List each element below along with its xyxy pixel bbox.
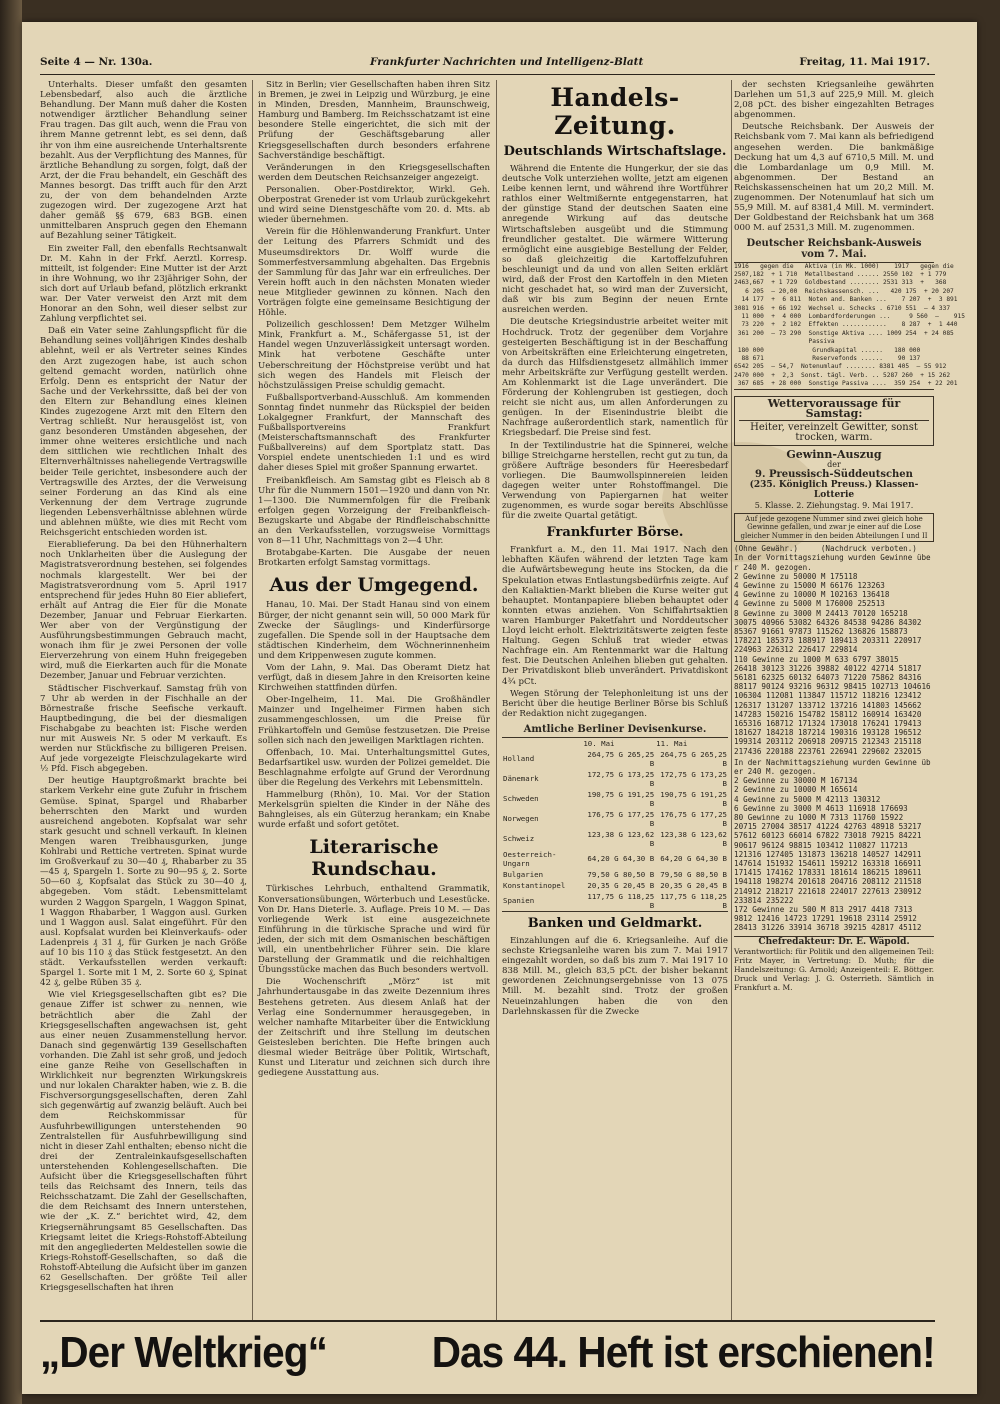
article-paragraph: Veränderungen in den Kriegsgesellschaften werden dem Deutschen Reichsanzeiger angezeigt. bbox=[258, 162, 490, 183]
currency-cell: Schweden bbox=[503, 794, 539, 804]
article-paragraph: In der Textilindustrie hat die Spinnerei, welche billige Streichgarne herstellen, recht gut zu tun, da größere Aufträge besonders für Heeresbedarf vorliegen. Die Baumwollspinnereien leiden dagegen weiter unter Rohstoffmangel. Die Verwendung von Papiergarnen hat weiter zugenommen, es wurde sogar bereits Abschlüsse für die zweite Quartal getätigt. bbox=[502, 440, 728, 522]
exchange-rate-table bbox=[502, 737, 728, 912]
article-paragraph: Brotabgabe-Karten. Die Ausgabe der neuen Brotkarten erfolgt Samstag vormittags. bbox=[258, 548, 490, 569]
article-paragraph: Ein zweiter Fall, den ebenfalls Rechtsanwalt Dr. M. Kahn in der Frkf. Aerztl. Korresp. mitteilt, ist folgender: Eine Mutter ist der Arzt in ihre Wohnung, wo ihr 23jähriger Sohn, der sich dort auf Urlaub befand, plötzlich erkrankt war. Der Vater verweist den Arzt mit dem Honorar an den Sohn, weil dieser selbst zur Zahlung verpflichtet sei. bbox=[40, 243, 247, 325]
table-row: 1916 gegen die Aktiva (in Mk. 1000) 1917 gegen die bbox=[734, 262, 954, 270]
rate-cell: 176,75 G 177,25 B bbox=[587, 809, 655, 828]
rate-cell: 176,75 G 177,25 B bbox=[660, 809, 727, 828]
table-row: 180 000 Grundkapital ...... 180 000 bbox=[734, 346, 921, 354]
table-row: 2507,182 + 1 710 Metallbestand ...... 2550 102 + 1 779 bbox=[734, 271, 947, 278]
rate-cell: 123,38 G 123,62 B bbox=[660, 829, 727, 848]
article-paragraph: Hammelburg (Rhön), 10. Mai. Vor der Station Merkelsgrün spielten die Kinder in der Nähe des Bahngleises, als ein Güterzug herankam; ein Knabe wurde erfaßt und sofort getötet. bbox=[258, 790, 490, 831]
table-row bbox=[502, 749, 728, 769]
table-row bbox=[502, 891, 728, 912]
rate-cell: 117,75 G 118,25 B bbox=[587, 891, 655, 910]
article-paragraph: Freibankfleisch. Am Samstag gibt es Fleisch ab 8 Uhr für die Nummern 1501—1920 und dann von Nr. 1—1300. Die Nummernfolgen für die Freibank erfolgen gegen Vorzeigung der Freibankfleisch-Bezugskarte und Abgabe der Rindfleischabschnitte an den Verkaufsstellen, vorzugsweise Vormittags von 8—11 Uhr, Nachmittags von 2—4 Uhr. bbox=[258, 475, 490, 547]
article-paragraph: Die Wochenschrift „Mörz“ ist mit Jahrhundertausgabe in das zweite Dezennium ihres Bestehens getreten. Aus diesem Anlaß hat der Verlag eine Sondernummer herausgegeben, in welcher namhafte Mitarbeiter über die Entwicklung der Zeitschrift und ihre Stellung im deutschen Geistesleben berichten. Die Hefte bringen auch diesmal wieder Beiträge über Politik, Wirtschaft, Kunst und Literatur und zeichnen sich durch ihre gediegene Ausstattung aus. bbox=[258, 977, 490, 1079]
currency-cell: Konstantinopel bbox=[503, 880, 566, 890]
rate-cell: 64,20 G 64,30 B bbox=[587, 854, 655, 864]
banner-announcement: Das 44. Heft ist erschienen! bbox=[432, 1328, 935, 1377]
article-subhead: Banken und Geldmarkt. bbox=[527, 915, 703, 931]
article-subhead: Frankfurter Börse. bbox=[546, 525, 684, 541]
banner-title: „Der Weltkrieg“ bbox=[40, 1328, 327, 1377]
lottery-numbers: 2 Gewinne zu 30000 M 167134 2 Gewinne zu 10000 M 165614 4 Gewinne zu 5000 M 42113 130312 6 Gewinne zu 3000 M 4613 116918 176693 80 Gewinne zu 1000 M 7313 11760 15922 20715 27004 38517 41224 42763 48918 53217 57612 60123 66014 67822 73018 79215 84221 90617 96124 98815 103412 110827 117213 121316 127405 131873 136218 140527 142911 147614 151932 154611 159212 163318 166911 171415 174162 178331 181614 186215 189611 194118 198274 201618 204716 208112 211518 214912 218217 221618 224017 227613 230912 233814 235222 172 Gewinne zu 500 M 813 2917 4418 7313 9812 12416 14723 17291 19618 23114 25912 28413 31226 33914 36718 39215 42817 45112 bbox=[734, 776, 922, 933]
lottery-note: Auf jede gezogene Nummer sind zwei gleich hohe Gewinne gefallen, und zwar je einer auf die Lose gleicher Nummer in den beiden Abteilungen I und II bbox=[734, 513, 934, 543]
article-paragraph: Personalien. Ober-Postdirektor, Wirkl. Geh. Oberpostrat Greneder ist vom Urlaub zurückgekehrt und wird seine Dienstgeschäfte vom 20. d. Mts. ab wieder übernehmen. bbox=[258, 184, 490, 226]
column-divider bbox=[496, 80, 497, 1386]
column-2 bbox=[258, 80, 490, 1392]
article-paragraph: Fußballsportverband-Ausschluß. Am kommenden Sonntag findet nunmehr das Rückspiel der beiden Lokalgegner Frankfurt, der Mannschaft des Fußballsportvereins Frankfurt (Meisterschaftsmannschaft des Frankfurter Fußballvereins) auf dem Sportplatz statt. Das Vorspiel endete unentschieden 1:1 und es wird daher dieses Spiel mit großer Spannung erwartet. bbox=[258, 392, 490, 474]
lottery-subtitle: (235. Königlich Preuss.) Klassen-Lotterie bbox=[749, 480, 919, 501]
currency-cell: Norwegen bbox=[503, 814, 539, 824]
rate-cell: 64,20 G 64,30 B bbox=[660, 854, 727, 864]
article-paragraph: Unterhalts. Dieser umfaßt den gesamten Lebensbedarf, also auch die ärztliche Behandlung. Der Mann muß daher die Kosten notwendiger ärztlicher Behandlung seiner Frau tragen. Das gilt auch, wenn die Frau von ihrem Manne getrennt lebt, es sei denn, daß ihr von ihm eine ausreichende Unterhaltsrente bezahlt. Aus der Verpflichtung des Mannes, für ärztliche Behandlung zu sorgen, folgt, daß der Arzt, der die Frau behandelt, ein Geschäft des Mannes besorgt. Das trifft auch für den Arzt zu, der von dem behandelnden Arzte zugezogen wird. Der zugezogene Arzt hat daher gemäß §§ 679, 683 BGB. einen unmittelbaren Anspruch gegen den Ehemann auf Bezahlung seiner Tätigkeit. bbox=[40, 80, 247, 242]
table-row: 73 220 + 2 102 Effekten ............ 8 287 + 1 440 bbox=[734, 321, 958, 329]
article-paragraph: Polizeilich geschlossen! Dem Metzger Wilhelm Mink, Frankfurt a. M., Schäfergasse 51, ist der Handel wegen Unzuverlässigkeit untersagt worden. Mink hat verbotene Geschäfte unter Ueberschreitung der Höchstpreise verübt und hat sich wegen des Handels mit Fleisch der höchstzulässigen Preise schuldig gemacht. bbox=[258, 320, 490, 391]
column-divider bbox=[252, 80, 253, 1386]
article-paragraph: Ober-Ingelheim, 11. Mai. Die Großhändler Mainzer und Ingelheimer Firmen haben sich zusammengeschlossen, um die Preise für Frühkartoffeln und Gemüse festzusetzen. Die Preise sollen sich nach den jeweiligen Marktlagen richten. bbox=[258, 695, 490, 746]
article-paragraph: Daß ein Vater seine Zahlungspflicht für die Behandlung seines volljährigen Kindes deshalb ablehnt, weil er als Vertreter seines Kindes den Arzt zugezogen habe, ist auch schon geltend gemacht worden, natürlich ohne Erfolg. Denn es entspricht der Natur der Sache und der Verkehrssitte, daß bei der von den Eltern zur Behandlung eines kleinen Kindes zugezogene Arzt mit den Eltern den Vertrag schließt. Nur herausgelöst ist, von ganz besonderen Umständen abgesehen, der immer ohne weiteres ersichtliche und nach dem sittlichen wie rechtlichen Inhalt des Elternverhältnisses naheliegende Vertragswille beider Teile gerichtet, insbesondere auch der Vertragswille des Arztes, der die Verweisung seiner Forderung an das Kind als eine Verkennung der dem Vertrage zugrunde liegenden Lebensverhältnisse ablehnen würde und ablehnen müßte, wie dies mit Recht vom Reichsgericht entschieden worden ist. bbox=[40, 326, 247, 539]
column-divider bbox=[731, 80, 732, 1386]
imprint: Verantwortlich: für Politik und den allgemeinen Teil: Fritz Mayer, in Vertretung: D. Muth; für die Handelszeitung: G. Arnold; Anzeigenteil: E. Böttger. Druck und Verlag: J. G. Osterrieth. Sämtlich in Frankfurt a. M. bbox=[734, 946, 934, 992]
table-row: 6 205 — 20,00 Reichskassensch. ... 420 175 + 20 207 bbox=[734, 287, 954, 295]
article-paragraph: Verein für die Höhlenwanderung Frankfurt. Unter der Leitung des Pfarrers Schmidt und des Museumsdirektors Dr. Wolff wurde die Sommerfestversammlung abgehalten. Das Ergebnis der Sammlung für das Jahr war ein erfreuliches. Der Verein hofft auch in den nächsten Monaten wieder neue Mitglieder gewinnen zu können. Nach den Vorträgen folgte eine gemeinsame Besichtigung der Höhle. bbox=[258, 227, 490, 319]
currency-cell: Bulgarien bbox=[503, 869, 544, 879]
article-paragraph: Türkisches Lehrbuch, enthaltend Grammatik, Konversationsübungen, Wörterbuch und Lesestücke. Von Dr. Hans Dieterle. 3. Auflage. Preis 10 M. — Das vorliegende Werk ist eine ausgezeichnete Einführung in die türkische Sprache und wird für jeden, der sich mit dem Osmanischen beschäftigen will, ein unentbehrlicher Führer sein. Die klare Darstellung der Grammatik und die reichhaltigen Übungsstücke machen das Buch besonders wertvoll. bbox=[258, 884, 490, 976]
currency-cell: Schweiz bbox=[503, 834, 535, 844]
article-paragraph: Wie viel Kriegsgesellschaften gibt es? Die genaue Ziffer ist schwer zu nennen, wie beträchtlich aber die Zahl der Kriegsgesellschaften angewachsen ist, geht aus einer neuen Zusammenstellung hervor. Danach sind gegenwärtig 139 Gesellschaften vorhanden. Die Zahl ist sehr groß, und jedoch eine ganze Reihe von Gesellschaften in Wirklichkeit nur begrenzten Wirkungskreis und nur lokalen Charakter haben, wie z. B. die Fischversorgungsgesellschaften, deren Zahl sich gegenwärtig auf zwanzig beläuft. Auch bei dem Reichskommissar für Ausfuhrbewilligungen unterstehenden 90 Zentralstellen für Ausfuhrbewilligung sind nicht in dieser Zahl enthalten; ebenso nicht die drei der Zentraleinkaufsgesellschaften unterstehenden Kohlengesellschaften. Die Aufsicht über die Kriegsgesellschaften führt teils das Reichsamt des Innern, teils das Reichsschatzamt. Die Zahl der Gesellschaften, die dem Reichsamt des Innern unterstehen, wie der „K. Z.“ berichtet wird, 42, dem Kriegsernährungsamt 85 Gesellschaften. Das Kriegsamt leitet die Kriegs-Rohstoff-Abteilung mit den angegliederten Meldestellen sowie die Kriegs-Rohstoff-Gesellschaften, so daß die Rohstoff-Abteilung die Aufsicht über im ganzen 62 Gesellschaften. Der größte Teil aller Kriegsgesellschaften hat ihren bbox=[40, 990, 247, 1294]
lottery-title: Gewinn-Auszug bbox=[786, 448, 882, 462]
table-row bbox=[502, 880, 728, 891]
table-row: 2463,667 + 1 729 Goldbestand ........ 2531 313 + 368 bbox=[734, 279, 947, 287]
lottery-intro: (Ohne Gewähr.) (Nachdruck verboten.) In der Vormittagsziehung wurden Gewinne über 240 M. gezogen. bbox=[734, 544, 931, 572]
article-paragraph: Städtischer Fischverkauf. Samstag früh von 7 Uhr ab werden in der Fischhalle an der Börnestraße frische Seefische verkauft. Hauptbedingung, die bei der diesmaligen Fischabgabe zu beachten ist: Fische werden nur mit Ausweis Nr. 5 oder M verkauft. Es werden nur Stückfische zu billigeren Preisen. Auf jede vorgezeigte Fleischzulagekarte wird ½ Pfd. Fisch abgegeben. bbox=[40, 683, 247, 775]
table-row: 88 671 Reservefonds ...... 90 137 bbox=[734, 355, 921, 363]
currency-cell: Holland bbox=[503, 754, 535, 764]
article-paragraph: Vom der Lahn, 9. Mai. Das Oberamt Dietz hat verfügt, daß in diesem Jahre in den Kreisorten keine Kirchweihen stattfinden dürfen. bbox=[258, 662, 490, 694]
column-4 bbox=[734, 80, 965, 1392]
book-spine bbox=[0, 0, 22, 1404]
article-paragraph: Frankfurt a. M., den 11. Mai 1917. Nach den lebhaften Käufen während der letzten Tage kam die Aufwärtsbewegung heute ins Stocken, da die Spekulation etwas Entlastungsbedürfnis zeigte. Auf den Kaliaktien-Markt blieben die Kurse weiter gut behauptet. Montanpapiere blieben behauptet oder konnten etwas anziehen. Von Schiffahrtsaktien waren Hamburger Paketfahrt und Norddeutscher Lloyd leicht erholt. Elektrizitätswerte zeigten feste Haltung. Gegen Schluß trat wieder etwas Nachfrage ein. Am Rentenmarkt war die Haltung fest. Die Deutschen Anleihen blieben gut gehalten. Der Privatdiskont blieb unverändert. Privatdiskont 4¾ pCt. bbox=[502, 545, 728, 687]
page-number: Seite 4 — Nr. 130a. bbox=[40, 56, 153, 68]
lottery-intro: In der Nachmittagsziehung wurden Gewinne über 240 M. gezogen. bbox=[734, 757, 931, 776]
article-paragraph: Der heutige Hauptgroßmarkt brachte bei starkem Verkehr eine gute Zufuhr in frischem Gemüse. Spinat, Spargel und Rhabarber beherrschten den Markt und wurden ausreichend angeboten. Kopfsalat war sehr stark gesucht und schnell verkauft. In kleinen Mengen waren Treibhausgurken, junge Kohlrabi und Rettiche vertreten. Spinat wurde im Großverkauf zu 30—40 ₰, Rhabarber zu 35—45 ₰, Spargeln 1. Sorte zu 90—95 ₰, 2. Sorte 50—60 ₰, Kopfsalat das Stück zu 30—40 ₰, abgegeben. Vom städt. Lebensmittelamt wurden 2 Waggon Spargeln, 1 Waggon Spinat, 1 Waggon Rhabarber, 1 Waggon ausl. Gurken und 1 Waggon ausl. Salat eingeführt. Für den ausl. Kopfsalat wurden bei Kleinverkaufs- oder Ladenpreis ₰ 31 ₰, für Gurken je nach Größe auf 10 bis 110 ₰ das Stück festgesetzt. An den städt. Verkaufsstellen werden verkauft: Spargel 1. Sorte mit 1 M, 2. Sorte 60 ₰, Spinat 42 ₰, gelbe Rüben 35 ₰. bbox=[40, 776, 247, 989]
article-paragraph: Einzahlungen auf die 6. Kriegsanleihe. Auf die sechste Kriegsanleihe waren bis zum 7. Mai 1917 eingezahlt worden, so daß bis zum 7. Mai 1917 10 838 Mill. M., gleich 83,5 pCt. der bisher bekannt gewordenen Zeichnungsergebnisse von 13 075 Mill. M. bezahlt sind. Trotz der großen Neueinzahlungen haben die von den Darlehnskassen für die Zwecke bbox=[502, 935, 728, 1017]
table-row: 2470 000 + 2,3 Sonst. tägl. Verb. .. 5287 260 + 15 262 bbox=[734, 371, 951, 379]
table-row: 3081 916 + 66 192 Wechsel u. Schecks . 6710 551 — 4 337 bbox=[734, 304, 951, 312]
article-paragraph: Deutsche Reichsbank. Der Ausweis der Reichsbank vom 7. Mai kann als befriedigend angesehen werden. Die bankmäßige Deckung hat um 4,3 auf 6710,5 Mill. M. und die Lombardanlage um 0,9 Mill. M. abgenommen. Der Bestand an Reichskassenscheinen hat um 20,2 Mill. M. zugenommen. Der Notenumlauf hat sich um 55,9 Mill. M. auf 8381,4 Mill. M. vermindert. Der Goldbestand der Reichsbank hat um 368 000 M. auf 2531,3 Mill. M. zugenommen. bbox=[734, 122, 934, 234]
editor-line: Chefredakteur: Dr. E. Wäpold. bbox=[734, 936, 934, 947]
weather-forecast: Heiter, vereinzelt Gewitter, sonst trocken, warm. bbox=[750, 421, 918, 443]
rate-cell: 123,38 G 123,62 B bbox=[587, 829, 655, 848]
section-heading: Literarische Rundschau. bbox=[309, 836, 439, 881]
table-row: Passiva bbox=[734, 338, 835, 346]
lottery-subtitle: der bbox=[827, 460, 841, 470]
lottery-numbers: 2 Gewinne zu 50000 M 175118 4 Gewinne zu 15000 M 66176 123263 4 Gewinne zu 10000 M 102163 136418 4 Gewinne zu 5000 M 176000 252513 8 Gewinne zu 3000 M 24413 70120 165218 30075 40966 53082 64326 84538 94286 84302 85367 91661 97873 115262 136826 158873 178221 185373 188917 189413 203311 220917 224963 226312 226417 229814 110 Gewinne zu 1000 M 633 6797 38015 26418 30123 31226 39882 40122 42714 51817 56181 62325 60132 64073 71220 75862 84316 88117 90124 93216 96312 98415 102713 104616 106304 112081 113847 115712 118216 123412 126317 131207 133712 137216 141803 145662 147283 150216 154782 158112 160914 163420 165316 168712 171324 173018 176241 179413 181627 184218 187214 190316 193128 196512 199314 203112 206918 209715 212343 215118 217436 220188 223761 226941 229602 232015 bbox=[734, 571, 931, 756]
article-paragraph: Sitz in Berlin; vier Gesellschaften haben ihren Sitz in Bremen, je zwei in Leipzig und Würzburg, je eine in Minden, Dresden, Mannheim, Braunschweig, Hamburg und Bamberg. Im Reichsschatzamt ist eine besondere Stelle eingerichtet, die sich mit der Prüfung der Geschäftsgebarung aller Kriegsgesellschaften durch besonders erfahrene Sachverständige beschäftigt. bbox=[258, 80, 490, 161]
reichsbank-table bbox=[734, 262, 965, 390]
table-header bbox=[502, 737, 582, 749]
section-heading: Aus der Umgegend. bbox=[269, 574, 479, 597]
rate-cell: 117,75 G 118,25 B bbox=[660, 891, 727, 910]
rate-cell: 79,50 G 80,50 B bbox=[660, 869, 727, 879]
article-paragraph: der sechsten Kriegsanleihe gewährten Darlehen um 51,3 auf 225,9 Mill. M. gleich 2,08 pCt. des bisher eingezahlten Betrages abgenommen. bbox=[734, 80, 934, 121]
lottery-subtitle: 9. Preussisch-Süddeutschen bbox=[755, 469, 913, 481]
rate-cell: 190,75 G 191,25 B bbox=[587, 789, 655, 808]
table-row bbox=[502, 769, 728, 789]
table-row bbox=[502, 789, 728, 809]
table-header: 10. Mai bbox=[583, 738, 615, 748]
advertisement-banner bbox=[40, 1320, 935, 1394]
issue-date: Freitag, 11. Mai 1917. bbox=[799, 56, 930, 68]
rate-cell: 190,75 G 191,25 B bbox=[660, 789, 727, 808]
article-paragraph: Eierablieferung. Da bei den Hühnerhaltern noch Unklarheiten über die Auslegung der Magistratsverordnung bestehen, sei folgendes nochmals klargestellt. Wer bei der Magistratsverordnung vom 5. April 1917 entsprechend für jedes Huhn 80 Eier abliefert, erhält auf Antrag die Eier für die Monate Dezember, Januar und Februar Eierkarten. Wer aber von der Vergünstigung der Ausführungsbestimmungen Gebrauch macht, wonach ihm für je zwei Personen der volle Eierverzehrung von einem Huhn freigegeben wird, muß die Eierkarten auch für die Monate Dezember, Januar und Februar verzichten. bbox=[40, 540, 247, 682]
column-3 bbox=[502, 80, 728, 1392]
article-subhead: Deutschlands Wirtschaftslage. bbox=[503, 144, 727, 159]
column-1 bbox=[40, 80, 247, 1392]
table-row bbox=[502, 869, 728, 880]
table-row: 361 200 — 73 290 Sonstige Aktiva .... 1009 254 + 24 085 bbox=[734, 329, 954, 337]
article-paragraph: Wegen Störung der Telephonleitung ist uns der Bericht über die heutige Berliner Börse bis Schluß der Redaktion nicht zugegangen. bbox=[502, 688, 728, 719]
currency-cell: Spanien bbox=[503, 896, 535, 906]
table-row: 14 177 + 6 811 Noten and. Banken ... 7 207 + 3 891 bbox=[734, 296, 958, 304]
rate-cell: 264,75 G 265,25 B bbox=[660, 749, 727, 768]
table-row: 11 000 + 4 000 Lombardforderungen ... 9 560 — 915 bbox=[734, 313, 965, 321]
table-title: Deutscher Reichsbank-Ausweis vom 7. Mai. bbox=[746, 238, 922, 260]
article-paragraph: Offenbach, 10. Mai. Unterhaltungsmittel Gutes, Bedarfsartikel usw. wurden der Polizei gemeldet. Die Beschlagnahme erfolgte auf Grund der Verordnung über die Regelung des Verkehrs mit Lebensmitteln. bbox=[258, 747, 490, 788]
table-row bbox=[502, 829, 728, 849]
rate-cell: 172,75 G 173,25 B bbox=[660, 769, 727, 788]
rate-cell: 264,75 G 265,25 B bbox=[587, 749, 655, 768]
header-rule bbox=[40, 74, 935, 75]
weather-box bbox=[734, 396, 934, 446]
table-row: 367 685 + 28 000 Sonstige Passiva .... 359 254 + 22 201 bbox=[734, 380, 958, 388]
table-header: 11. Mai bbox=[656, 738, 688, 748]
rate-cell: 20,35 G 20,45 B bbox=[660, 880, 727, 890]
currency-cell: Oesterreich-Ungarn bbox=[503, 849, 557, 868]
lottery-subtitle: 5. Klasse. 2. Ziehungstag. 9. Mai 1917. bbox=[754, 500, 914, 510]
table-row: 6542 205 — 54,7 Notenumlauf ........ 8381 405 — 55 912 bbox=[734, 363, 947, 371]
rate-cell: 79,50 G 80,50 B bbox=[587, 869, 655, 879]
masthead: Frankfurter Nachrichten und Intelligenz-Blatt bbox=[370, 56, 644, 68]
table-row bbox=[502, 809, 728, 829]
article-paragraph: Die deutsche Kriegsindustrie arbeitet weiter mit Hochdruck. Trotz der gegenüber dem Vorjahre gesteigerten Beschäftigung ist in der Beschaffung von Arbeitskräften eine Erleichterung eingetreten, da durch das Hilfsdienstgesetz allmählich immer mehr Arbeitskräfte zur Verfügung gestellt werden. Am Kohlenmarkt ist die Lage unverändert. Die Förderung der Kohlengruben ist gestiegen, doch reicht sie nicht aus, um allen Anforderungen zu genügen. In der Eisenindustrie bleibt die Nachfrage außerordentlich stark, namentlich für Kriegsbedarf. Die Preise sind fest. bbox=[502, 317, 728, 439]
table-row bbox=[502, 849, 728, 869]
table-title: Amtliche Berliner Devisenkurse. bbox=[523, 723, 707, 735]
article-paragraph: Hanau, 10. Mai. Der Stadt Hanau sind von einem Bürger, der nicht genannt sein will, 50 000 Mark für Zwecke der Säuglings- und Kinderfürsorge zugefallen. Die Spende soll in der Hauptsache dem städtischen Kinderheim, dem Wöchnerinnenheim und dem Krippenwesen zugute kommen. bbox=[258, 600, 490, 661]
rate-cell: 172,75 G 173,25 B bbox=[587, 769, 655, 788]
currency-cell: Dänemark bbox=[503, 774, 539, 784]
rate-cell: 20,35 G 20,45 B bbox=[587, 880, 655, 890]
running-header bbox=[40, 56, 930, 72]
weather-title: Wettervoraussage für Samstag: bbox=[739, 399, 929, 421]
section-headline: Handels-Zeitung. bbox=[550, 83, 680, 140]
article-paragraph: Während die Entente die Hungerkur, der sie das deutsche Volk unterziehen wollte, jetzt am eigenen Leibe kennen lernt, und während ihre Wortführer rathlos einer Weltmißernte entgegenstarren, hat der günstige Stand der deutschen Saaten eine anregende Wirkung auf das deutsche Wirtschaftsleben ausgeübt und die Stimmung freundlicher gestaltet. Die wärmere Witterung ermöglicht eine ausgiebige Bestellung der Felder, so daß gleichzeitig die Kartoffelzufuhren beschleunigt und da und von allen Seiten erklärt wird, daß der Frost den Kartoffeln in den Mieten nicht geschadet hat, so wird man der Zuversicht, daß wir bis zum Beginn der neuen Ernte ausreichen werden. bbox=[502, 164, 728, 316]
